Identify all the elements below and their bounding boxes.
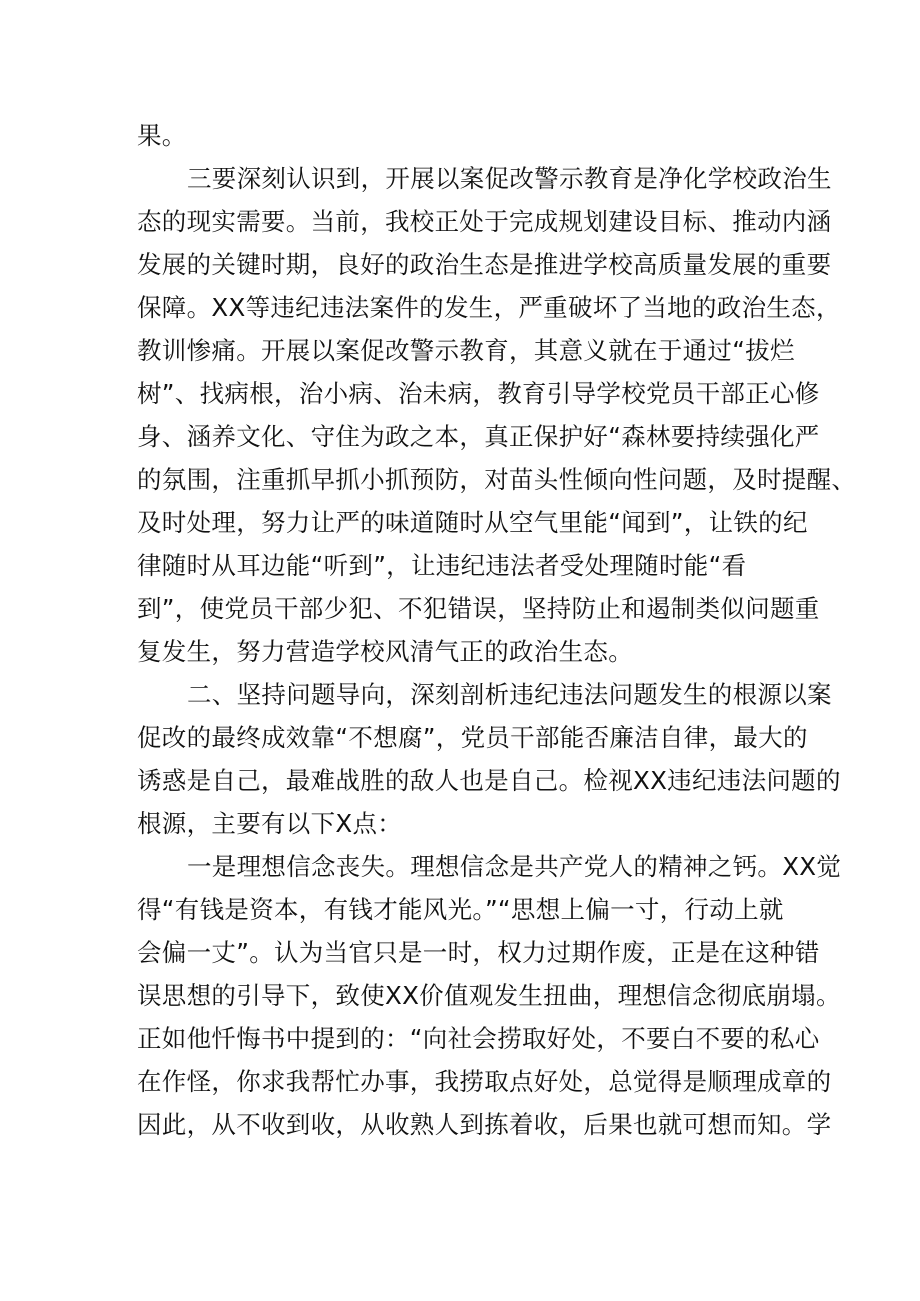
text-line: 在作怪，你求我帮忙办事，我捞取点好处，总觉得是顺理成章的 [137,1067,832,1096]
text-line: 态的现实需要。当前，我校正处于完成规划建设目标、推动内涵 [137,207,832,236]
text-line: 树”、找病根，治小病、治未病，教育引导学校党员干部正心修 [137,379,820,408]
text-line: 律随时从耳边能“听到”，让违纪违法者受处理随时能“看 [137,551,747,580]
text-line: 误思想的引导下，致使XX价值观发生扭曲，理想信念彻底崩塌。 [137,981,841,1010]
text-line: 正如他忏悔书中提到的：“向社会捞取好处，不要白不要的私心 [137,1024,820,1053]
text-line: 因此，从不收到收，从收熟人到拣着收，后果也就可想而知。学 [137,1110,832,1139]
text-line: 保障。XX等违纪违法案件的发生，严重破坏了当地的政治生态， [137,293,841,322]
text-line: 教训惨痛。开展以案促改警示教育，其意义就在于通过“拔烂 [137,336,795,365]
paragraph-start-line: 三要深刻认识到，开展以案促改警示教育是净化学校政治生 [187,164,832,193]
text-line: 的氛围，注重抓早抓小抓预防，对苗头性倾向性问题，及时提醒、 [137,465,857,494]
text-line: 促改的最终成效靠“不想腐”，党员干部能否廉洁自律，最大的 [137,723,808,752]
paragraph-start-line: 一是理想信念丧失。理想信念是共产党人的精神之钙。XX觉 [187,852,842,881]
text-line: 发展的关键时期，良好的政治生态是推进学校高质量发展的重要 [137,250,832,279]
text-line: 诱惑是自己，最难战胜的敌人也是自己。检视XX违纪违法问题的 [137,766,841,795]
paragraph-start-line: 二、坚持问题导向，深刻剖析违纪违法问题发生的根源以案 [187,680,832,709]
text-line: 得“有钱是资本，有钱才能风光。”“思想上偏一寸，行动上就 [137,895,784,924]
text-line: 到”，使党员干部少犯、不犯错误，坚持防止和遏制类似问题重 [137,594,820,623]
text-line: 复发生，努力营造学校风清气正的政治生态。 [137,637,633,666]
text-line: 根源，主要有以下X点： [137,809,403,838]
text-line: 果。 [137,121,187,150]
text-line: 及时处理，努力让严的味道随时从空气里能“闻到”，让铁的纪 [137,508,808,537]
text-line: 身、涵养文化、守住为政之本，真正保护好“森林要持续强化严 [137,422,820,451]
text-line: 会偏一丈”。认为当官只是一时，权力过期作废，正是在这种错 [137,938,820,967]
